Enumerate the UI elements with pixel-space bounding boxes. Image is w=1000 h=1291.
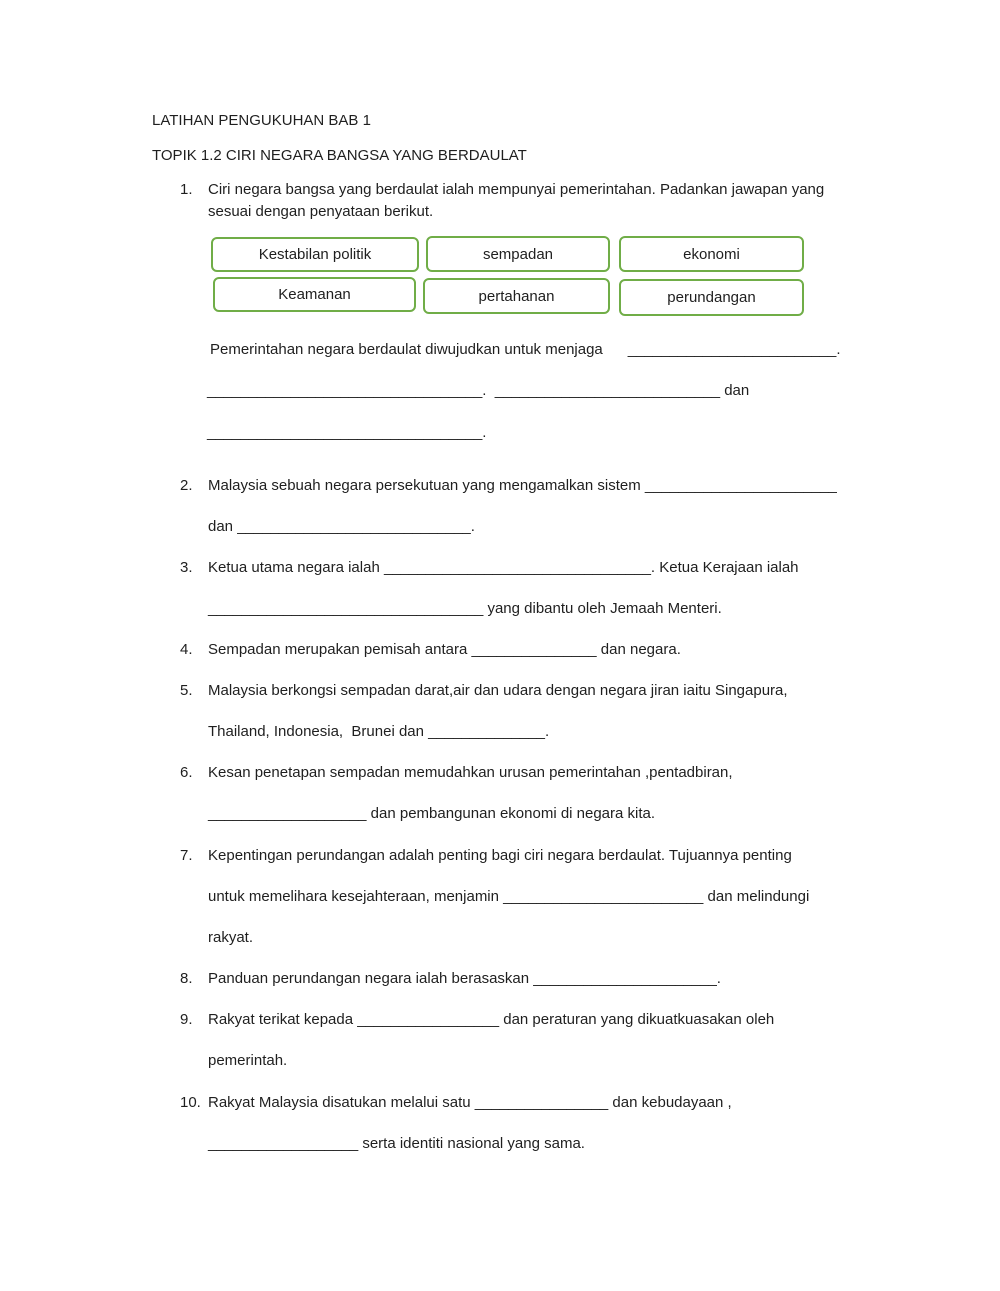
question-text: Panduan perundangan negara ialah berasaskan ______________________. — [208, 970, 721, 987]
question-text: Rakyat terikat kepada _________________ dan peraturan yang dikuatkuasakan oleh — [208, 1011, 775, 1028]
worksheet-heading: LATIHAN PENGUKUHAN BAB 1 — [152, 112, 371, 129]
answer-option-sempadan[interactable]: sempadan — [426, 236, 610, 272]
topic-title: TOPIK 1.2 CIRI NEGARA BANGSA YANG BERDAULAT — [152, 147, 527, 164]
answer-option-keamanan[interactable]: Keamanan — [213, 277, 416, 312]
question-text: pemerintah. — [208, 1052, 288, 1069]
question-text: rakyat. — [208, 929, 254, 946]
question-number: 8. — [180, 970, 193, 987]
question-text: _________________________________ yang dibantu oleh Jemaah Menteri. — [208, 600, 722, 617]
question-text: Malaysia sebuah negara persekutuan yang mengamalkan sistem _______________________ — [208, 477, 837, 494]
question-text: Sempadan merupakan pemisah antara _______________ dan negara. — [208, 641, 681, 658]
question-text: ___________________ dan pembangunan ekonomi di negara kita. — [208, 805, 656, 822]
answer-option-perundangan[interactable]: perundangan — [619, 279, 804, 316]
answer-option-ekonomi[interactable]: ekonomi — [619, 236, 804, 272]
question-text: untuk memelihara kesejahteraan, menjamin ________________________ dan melindungi — [208, 888, 810, 905]
fill-in-sentence: _________________________________. — [207, 424, 487, 441]
question-number: 7. — [180, 847, 193, 864]
question-number: 2. — [180, 477, 193, 494]
question-number: 10. — [180, 1094, 201, 1111]
question-text: sesuai dengan penyataan berikut. — [208, 203, 434, 220]
question-text: dan ____________________________. — [208, 518, 475, 535]
fill-in-sentence: _________________________________. ___________________________ dan — [207, 382, 750, 399]
question-number: 1. — [180, 181, 193, 198]
question-text: Ciri negara bangsa yang berdaulat ialah mempunyai pemerintahan. Padankan jawapan yang — [208, 181, 825, 198]
question-number: 9. — [180, 1011, 193, 1028]
answer-option-pertahanan[interactable]: pertahanan — [423, 278, 610, 314]
question-text: Kepentingan perundangan adalah penting bagi ciri negara berdaulat. Tujuannya penting — [208, 847, 792, 864]
question-text: Malaysia berkongsi sempadan darat,air dan udara dengan negara jiran iaitu Singapura, — [208, 682, 788, 699]
question-text: __________________ serta identiti nasional yang sama. — [208, 1135, 585, 1152]
question-number: 6. — [180, 764, 193, 781]
fill-in-sentence: Pemerintahan negara berdaulat diwujudkan untuk menjaga _________________________. — [210, 341, 841, 358]
question-number: 5. — [180, 682, 193, 699]
question-text: Ketua utama negara ialah ________________________________. Ketua Kerajaan ialah — [208, 559, 799, 576]
question-text: Thailand, Indonesia, Brunei dan ______________. — [208, 723, 550, 740]
question-number: 3. — [180, 559, 193, 576]
question-text: Rakyat Malaysia disatukan melalui satu ________________ dan kebudayaan , — [208, 1094, 732, 1111]
question-number: 4. — [180, 641, 193, 658]
question-text: Kesan penetapan sempadan memudahkan urusan pemerintahan ,pentadbiran, — [208, 764, 733, 781]
answer-option-kestabilan-politik[interactable]: Kestabilan politik — [211, 237, 419, 272]
